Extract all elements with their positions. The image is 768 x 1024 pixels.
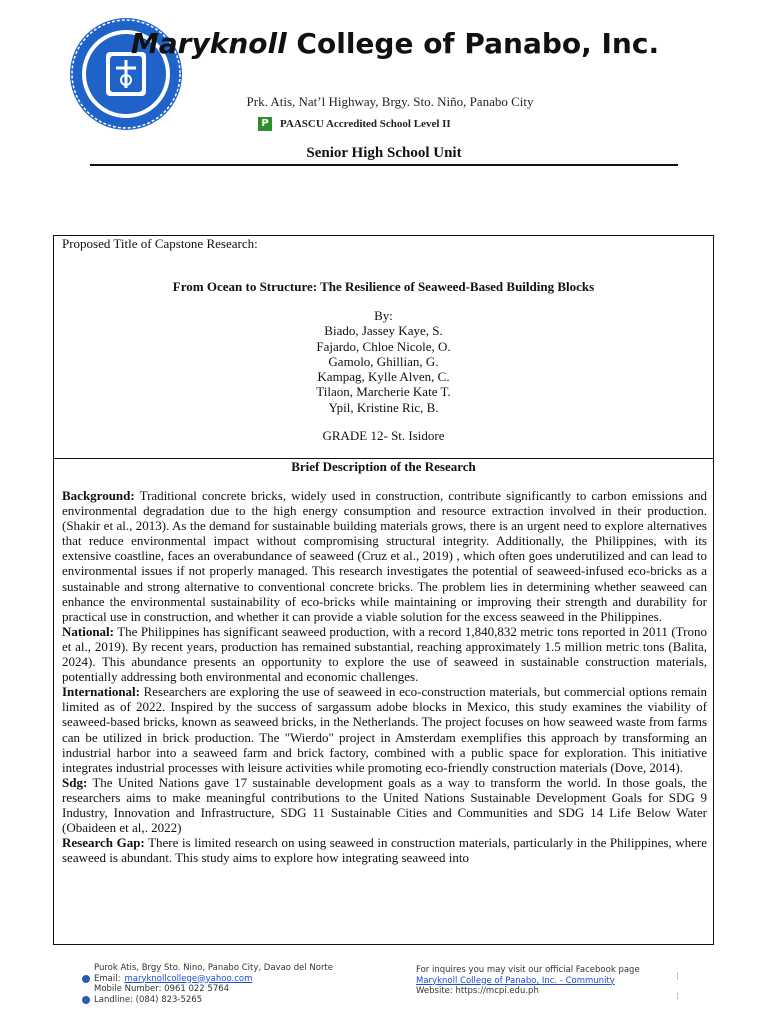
grade-section: GRADE 12- St. Isidore xyxy=(322,428,445,443)
author-name: Ypil, Kristine Ric, B. xyxy=(328,399,439,415)
email-link[interactable]: maryknollcollege@yahoo.com xyxy=(124,973,253,984)
footer-social xyxy=(416,965,666,997)
header-divider xyxy=(90,164,678,166)
school-name-italic: Maryknoll xyxy=(130,27,287,60)
author-name: Gamolo, Ghillian, G. xyxy=(328,353,439,369)
author-name: Fajardo, Chloe Nicole, O. xyxy=(316,338,451,354)
authors-block xyxy=(54,308,713,415)
school-name xyxy=(110,28,680,60)
by-label: By: xyxy=(374,308,393,323)
mobile-number: Mobile Number: 0961 022 5764 xyxy=(94,984,230,994)
footer-contact xyxy=(82,963,333,1005)
proposed-title-label: Proposed Title of Capstone Research: xyxy=(62,236,258,251)
author-name: Biado, Jassey Kaye, S. xyxy=(324,323,443,339)
email-label: Email: xyxy=(94,973,121,984)
inquiry-text: For inquires you may visit our official Facebook page xyxy=(416,965,640,975)
brief-description-heading: Brief Description of the Research xyxy=(291,459,476,474)
accreditation-line xyxy=(258,115,451,133)
school-address: Prk. Atis, Nat’l Highway, Brgy. Sto. Niño, Panabo City xyxy=(246,94,534,109)
background-paragraph: Background: Traditional concrete bricks, widely used in construction, contribute significantly to carbon emissions and environmental degradation due to the high energy consumption and resource extraction involved in their production. (Shakir et al., 2013). As the demand for sustainable building materials grows, there is an urgent need to explore alternatives that reduce environmental impact without compromising structural integrity. Additionally, the Philippines, with its extensive coastline, faces an overabundance of seaweed (Cruz et al., 2019) , which often goes underutilized and can lead to environmental issues if not properly managed. This research investigates the potential of seaweed-infused eco-bricks as a sustainable and strong alternative to conventional concrete bricks. The problem lies in determining whether seaweed can enhance the environmental sustainability of eco-bricks while maintaining or improving their strength and durability for practical use in construction, and whether it can provide a viable solution for the excess seaweed in the Philippines. xyxy=(62,488,707,624)
landline-number: Landline: (084) 823-5265 xyxy=(94,994,203,1005)
email-icon xyxy=(82,975,90,983)
website-text: Website: https://mcpi.edu.ph xyxy=(416,986,539,996)
brief-description-body xyxy=(62,488,707,944)
international-paragraph: International: Researchers are exploring the use of seaweed in eco-construction materials, but commercial options remain limited as of 2022. Inspired by the success of sargassum adobe blocks in Mexico, this study examines the viability of seaweed-based bricks, known as seaweed bricks, in the Netherlands. The project focuses on how seaweed waste from farms can be utilized in brick production. The "Wierdo" project in Amsterdam exemplifies this approach by transforming an industrial harbor into a seaweed farm and brick factory, combined with a public space for exploration. This initiative integrates industrial processes with leisure activities while promoting eco-friendly construction materials (Dove, 2014). xyxy=(62,684,707,775)
landline-icon xyxy=(82,996,90,1004)
research-title: From Ocean to Structure: The Resilience of Seaweed-Based Building Blocks xyxy=(172,279,595,294)
school-name-rest: College of Panabo, Inc. xyxy=(286,27,660,60)
author-name: Kampag, Kylle Alven, C. xyxy=(317,369,450,385)
proposal-box xyxy=(53,235,714,945)
location-icon xyxy=(82,964,90,972)
footer-address: Purok Atis, Brgy Sto. Nino, Panabo City, Davao del Norte xyxy=(94,963,333,973)
paascu-logo-icon: P xyxy=(258,117,272,131)
author-name: Tilaon, Marcherie Kate T. xyxy=(316,384,451,400)
facebook-link[interactable]: Maryknoll College of Panabo, Inc. - Community xyxy=(416,975,615,986)
sdg-paragraph: Sdg: The United Nations gave 17 sustainable development goals as a way to transform the world. In those goals, the researchers aims to make meaningful contributions to the United Nations Sustainable Development Goals for SDG 9 Industry, Innovation and Infrastructure, SDG 11 Sustainable Cities and Communities and SDG 14 Life Below Water (Obaideen et al,. 2022) xyxy=(62,774,707,836)
footer-decoration: ¦ ¦ xyxy=(676,971,679,1000)
research-gap-paragraph: Research Gap: There is limited research on using seaweed in construction materials, particularly in the Philippines, where seaweed is abundant. This study aims to explore how integrating seaweed into xyxy=(62,835,707,866)
phone-icon xyxy=(82,985,90,993)
unit-heading: Senior High School Unit xyxy=(306,145,462,161)
national-paragraph: National: The Philippines has significant seaweed production, with a record 1,840,832 metric tons reported in 2011 (Trono et al., 2019). By recent years, production has remained substantial, reaching approximately 1.5 million metric tons (Balita, 2024). This abundance presents an opportunity to explore the use of seaweed in sustainable construction materials, potentially addressing both environmental and economic challenges. xyxy=(62,623,707,685)
accreditation-text: PAASCU Accredited School Level II xyxy=(280,118,451,130)
